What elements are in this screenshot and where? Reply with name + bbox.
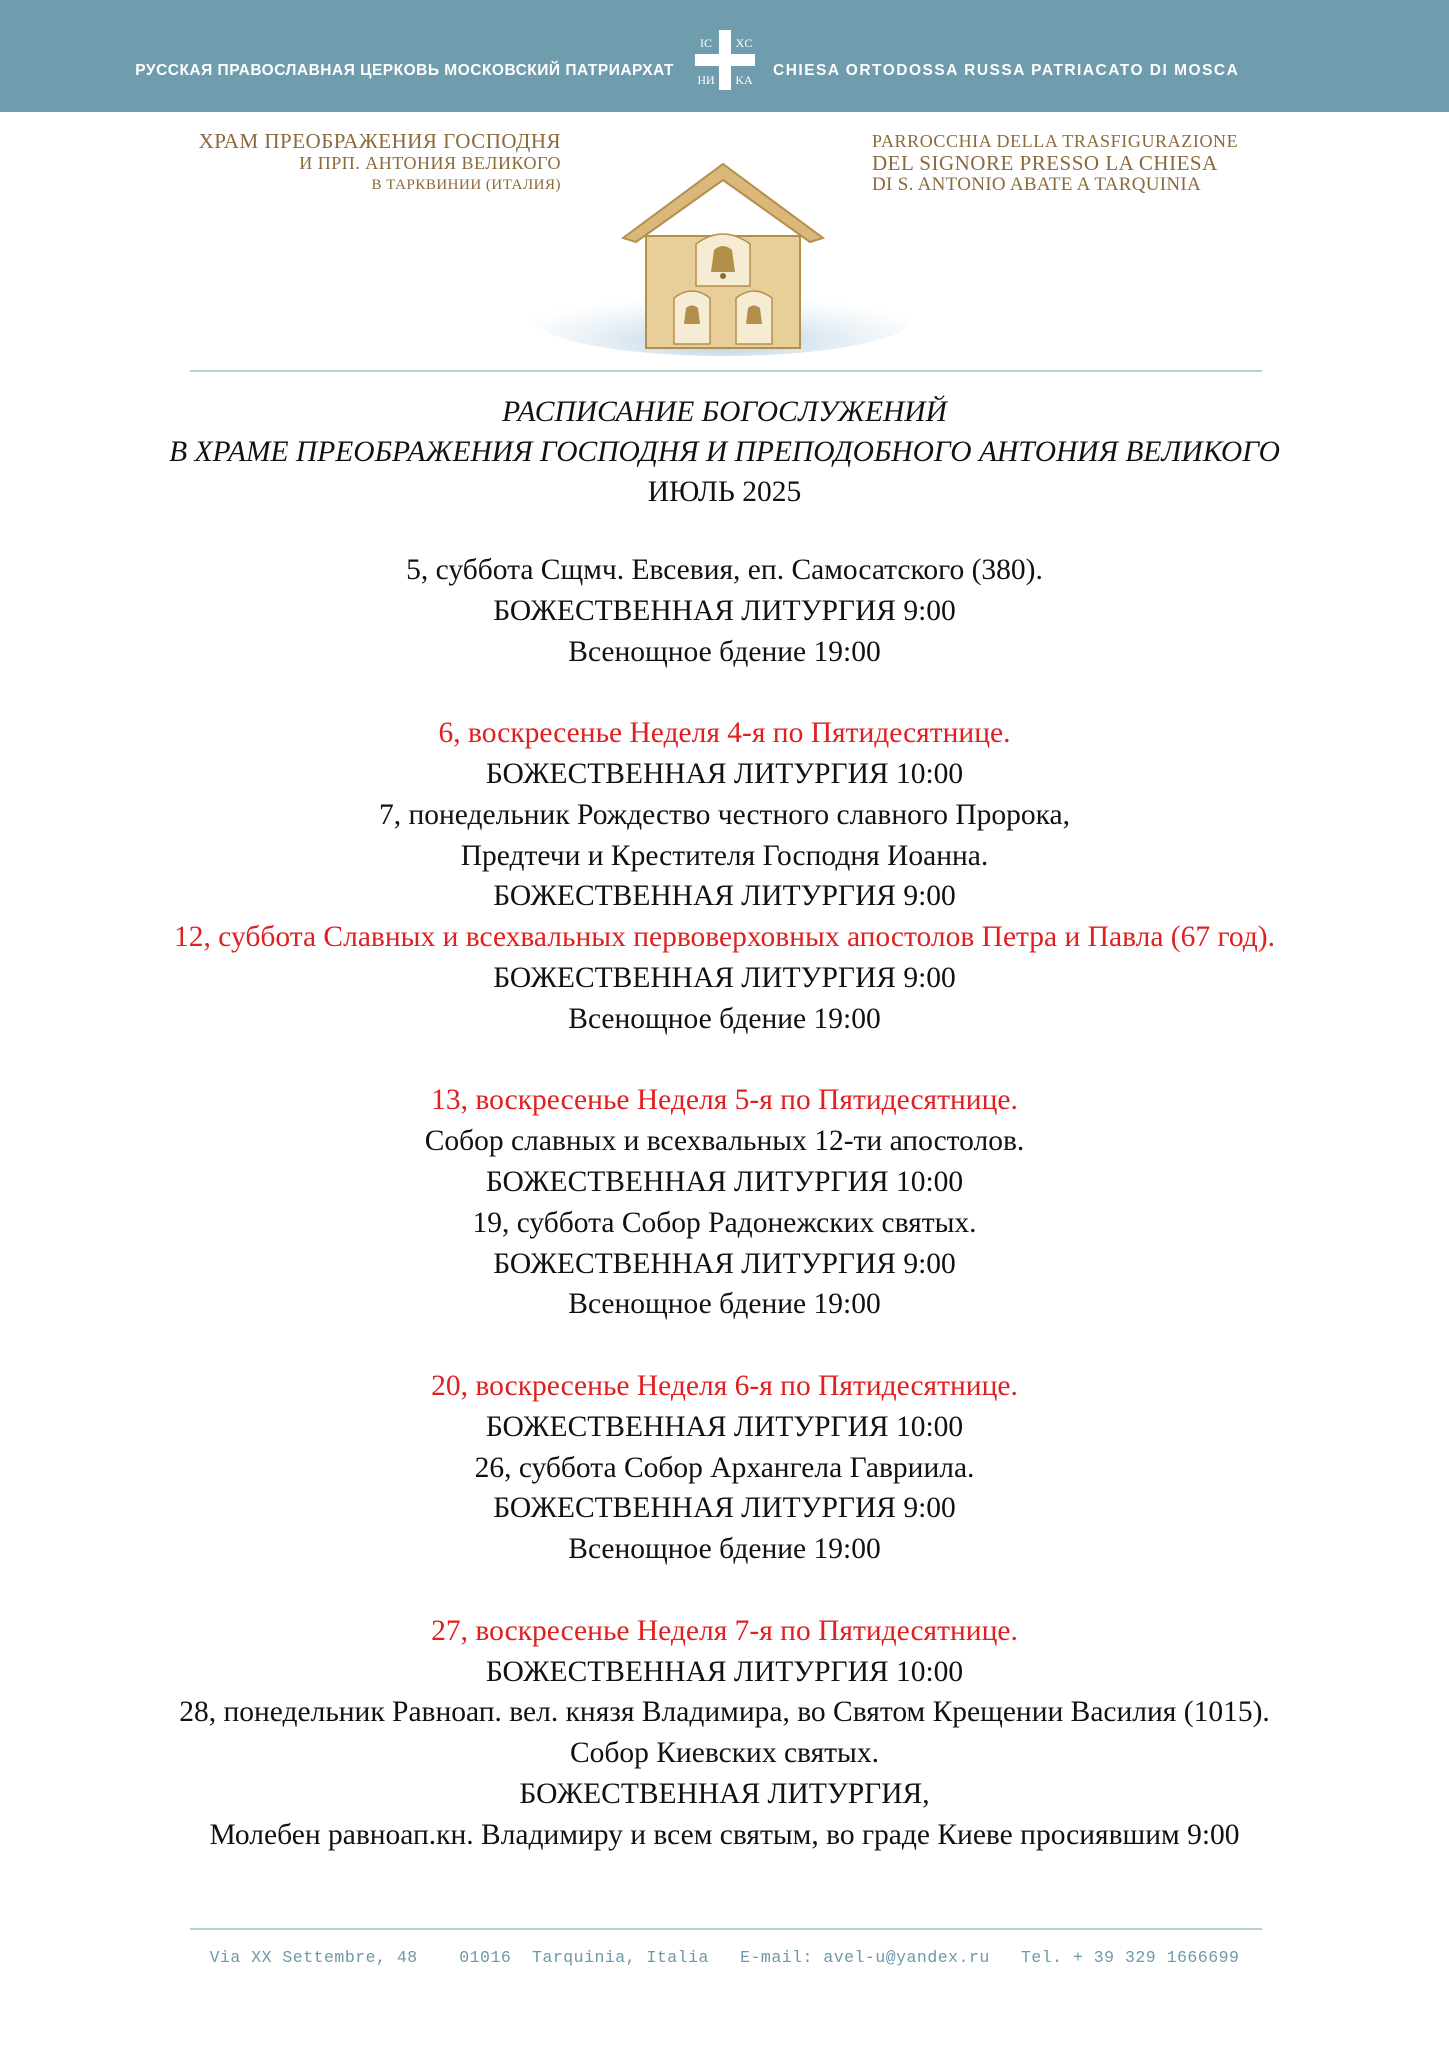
schedule-line: БОЖЕСТВЕННАЯ ЛИТУРГИЯ 10:00 bbox=[485, 1410, 964, 1443]
schedule-line: Молебен равноап.кн. Владимиру и всем святым, во граде Киеве просиявшим 9:00 bbox=[209, 1818, 1240, 1851]
cross-letter-xc: XC bbox=[735, 36, 753, 50]
cross-letter-ka: KA bbox=[735, 73, 753, 87]
schedule-line: БОЖЕСТВЕННАЯ ЛИТУРГИЯ 9:00 bbox=[493, 880, 956, 913]
schedule-spacer bbox=[0, 672, 1449, 713]
schedule-feast-line: 6, воскресенье Неделя 4-я по Пятидесятнице. bbox=[438, 717, 1011, 750]
church-name-it bbox=[872, 130, 1238, 196]
schedule-line: 7, понедельник Рождество честного славного Пророка, bbox=[378, 798, 1071, 831]
footer-contacts bbox=[0, 1948, 1449, 1967]
schedule-title-block bbox=[0, 392, 1449, 512]
cross-letter-ic: IC bbox=[700, 36, 712, 50]
footer-address: Via XX Settembre, 48 bbox=[209, 1948, 418, 1967]
schedule-feast-line: 20, воскресенье Неделя 6-я по Пятидесятнице. bbox=[431, 1369, 1018, 1402]
bottom-divider bbox=[190, 1928, 1262, 1930]
top-banner bbox=[0, 0, 1449, 112]
schedule-line: БОЖЕСТВЕННАЯ ЛИТУРГИЯ 10:00 bbox=[485, 1165, 964, 1198]
belfry-illustration-icon bbox=[528, 158, 918, 358]
church-name-ru bbox=[199, 130, 561, 196]
church-ru-line-3: В ТАРКВИНИИ (ИТАЛИЯ) bbox=[371, 177, 561, 193]
church-it-line-3: DI S. ANTONIO ABATE A TARQUINIA bbox=[872, 174, 1202, 195]
cross-letter-ni: HИ bbox=[697, 73, 715, 87]
footer-phone: Tel. + 39 329 1666699 bbox=[1020, 1948, 1240, 1967]
schedule-feast-line: 13, воскресенье Неделя 5-я по Пятидесятнице. bbox=[431, 1084, 1018, 1117]
schedule-feast-line: 12, суббота Славных и всехвальных первоверховных апостолов Петра и Павла (67 год). bbox=[174, 921, 1275, 954]
schedule-spacer bbox=[0, 1040, 1449, 1081]
church-ru-line-2: И ПРП. АНТОНИЯ ВЕЛИКОГО bbox=[299, 153, 561, 173]
schedule-month: ИЮЛЬ 2025 bbox=[647, 476, 802, 508]
schedule-line: Предтечи и Крестителя Господня Иоанна. bbox=[460, 839, 989, 872]
schedule-line: БОЖЕСТВЕННАЯ ЛИТУРГИЯ, bbox=[519, 1777, 930, 1810]
schedule-line: БОЖЕСТВЕННАЯ ЛИТУРГИЯ 9:00 bbox=[493, 594, 956, 627]
schedule-line: БОЖЕСТВЕННАЯ ЛИТУРГИЯ 9:00 bbox=[493, 1492, 956, 1525]
schedule-title-line-2: В ХРАМЕ ПРЕОБРАЖЕНИЯ ГОСПОДНЯ И ПРЕПОДОБНОГО АНТОНИЯ ВЕЛИКОГО bbox=[169, 436, 1280, 468]
header-right-text: CHIESA ORTODOSSA RUSSA PATRIACATO DI MOSCA bbox=[773, 62, 1240, 79]
church-it-line-1: PARROCCHIA DELLA TRASFIGURAZIONE bbox=[872, 131, 1239, 151]
schedule-line: Всенощное бдение 19:00 bbox=[568, 1533, 881, 1566]
church-ru-line-1: ХРАМ ПРЕОБРАЖЕНИЯ ГОСПОДНЯ bbox=[198, 129, 561, 153]
schedule-line: Собор славных и всехвальных 12-ти апостолов. bbox=[424, 1125, 1025, 1158]
schedule-line: БОЖЕСТВЕННАЯ ЛИТУРГИЯ 9:00 bbox=[493, 961, 956, 994]
footer-email: E-mail: avel-u@yandex.ru bbox=[740, 1948, 990, 1967]
top-divider bbox=[190, 370, 1262, 372]
schedule-line: БОЖЕСТВЕННАЯ ЛИТУРГИЯ 10:00 bbox=[485, 1655, 964, 1688]
schedule-line: БОЖЕСТВЕННАЯ ЛИТУРГИЯ 9:00 bbox=[493, 1247, 956, 1280]
schedule-line: Всенощное бдение 19:00 bbox=[568, 635, 881, 668]
schedule-line: БОЖЕСТВЕННАЯ ЛИТУРГИЯ 10:00 bbox=[485, 757, 964, 790]
schedule-line: Всенощное бдение 19:00 bbox=[568, 1288, 881, 1321]
schedule-line: Собор Киевских святых. bbox=[569, 1737, 879, 1770]
schedule-spacer bbox=[0, 1570, 1449, 1611]
schedule-title-line-1: РАСПИСАНИЕ БОГОСЛУЖЕНИЙ bbox=[502, 396, 947, 428]
schedule-feast-line: 27, воскресенье Неделя 7-я по Пятидесятнице. bbox=[431, 1614, 1018, 1647]
schedule-line: Всенощное бдение 19:00 bbox=[568, 1002, 881, 1035]
service-schedule bbox=[0, 550, 1449, 1856]
cross-emblem-icon bbox=[691, 26, 759, 94]
schedule-line: 5, суббота Сщмч. Евсевия, еп. Самосатского (380). bbox=[406, 554, 1043, 586]
schedule-spacer bbox=[0, 1325, 1449, 1366]
church-it-line-2: DEL SIGNORE PRESSO LA CHIESA bbox=[872, 151, 1218, 175]
schedule-line: 28, понедельник Равноап. вел. князя Владимира, во Святом Крещении Василия (1015). bbox=[179, 1696, 1270, 1729]
footer-city: 01016 Tarquinia, Italia bbox=[459, 1948, 709, 1967]
schedule-line: 26, суббота Собор Архангела Гавриила. bbox=[474, 1451, 975, 1484]
header-left-text: РУССКАЯ ПРАВОСЛАВНАЯ ЦЕРКОВЬ МОСКОВСКИЙ ПАТРИАРХАТ bbox=[135, 62, 674, 79]
schedule-line: 19, суббота Собор Радонежских святых. bbox=[472, 1206, 977, 1239]
